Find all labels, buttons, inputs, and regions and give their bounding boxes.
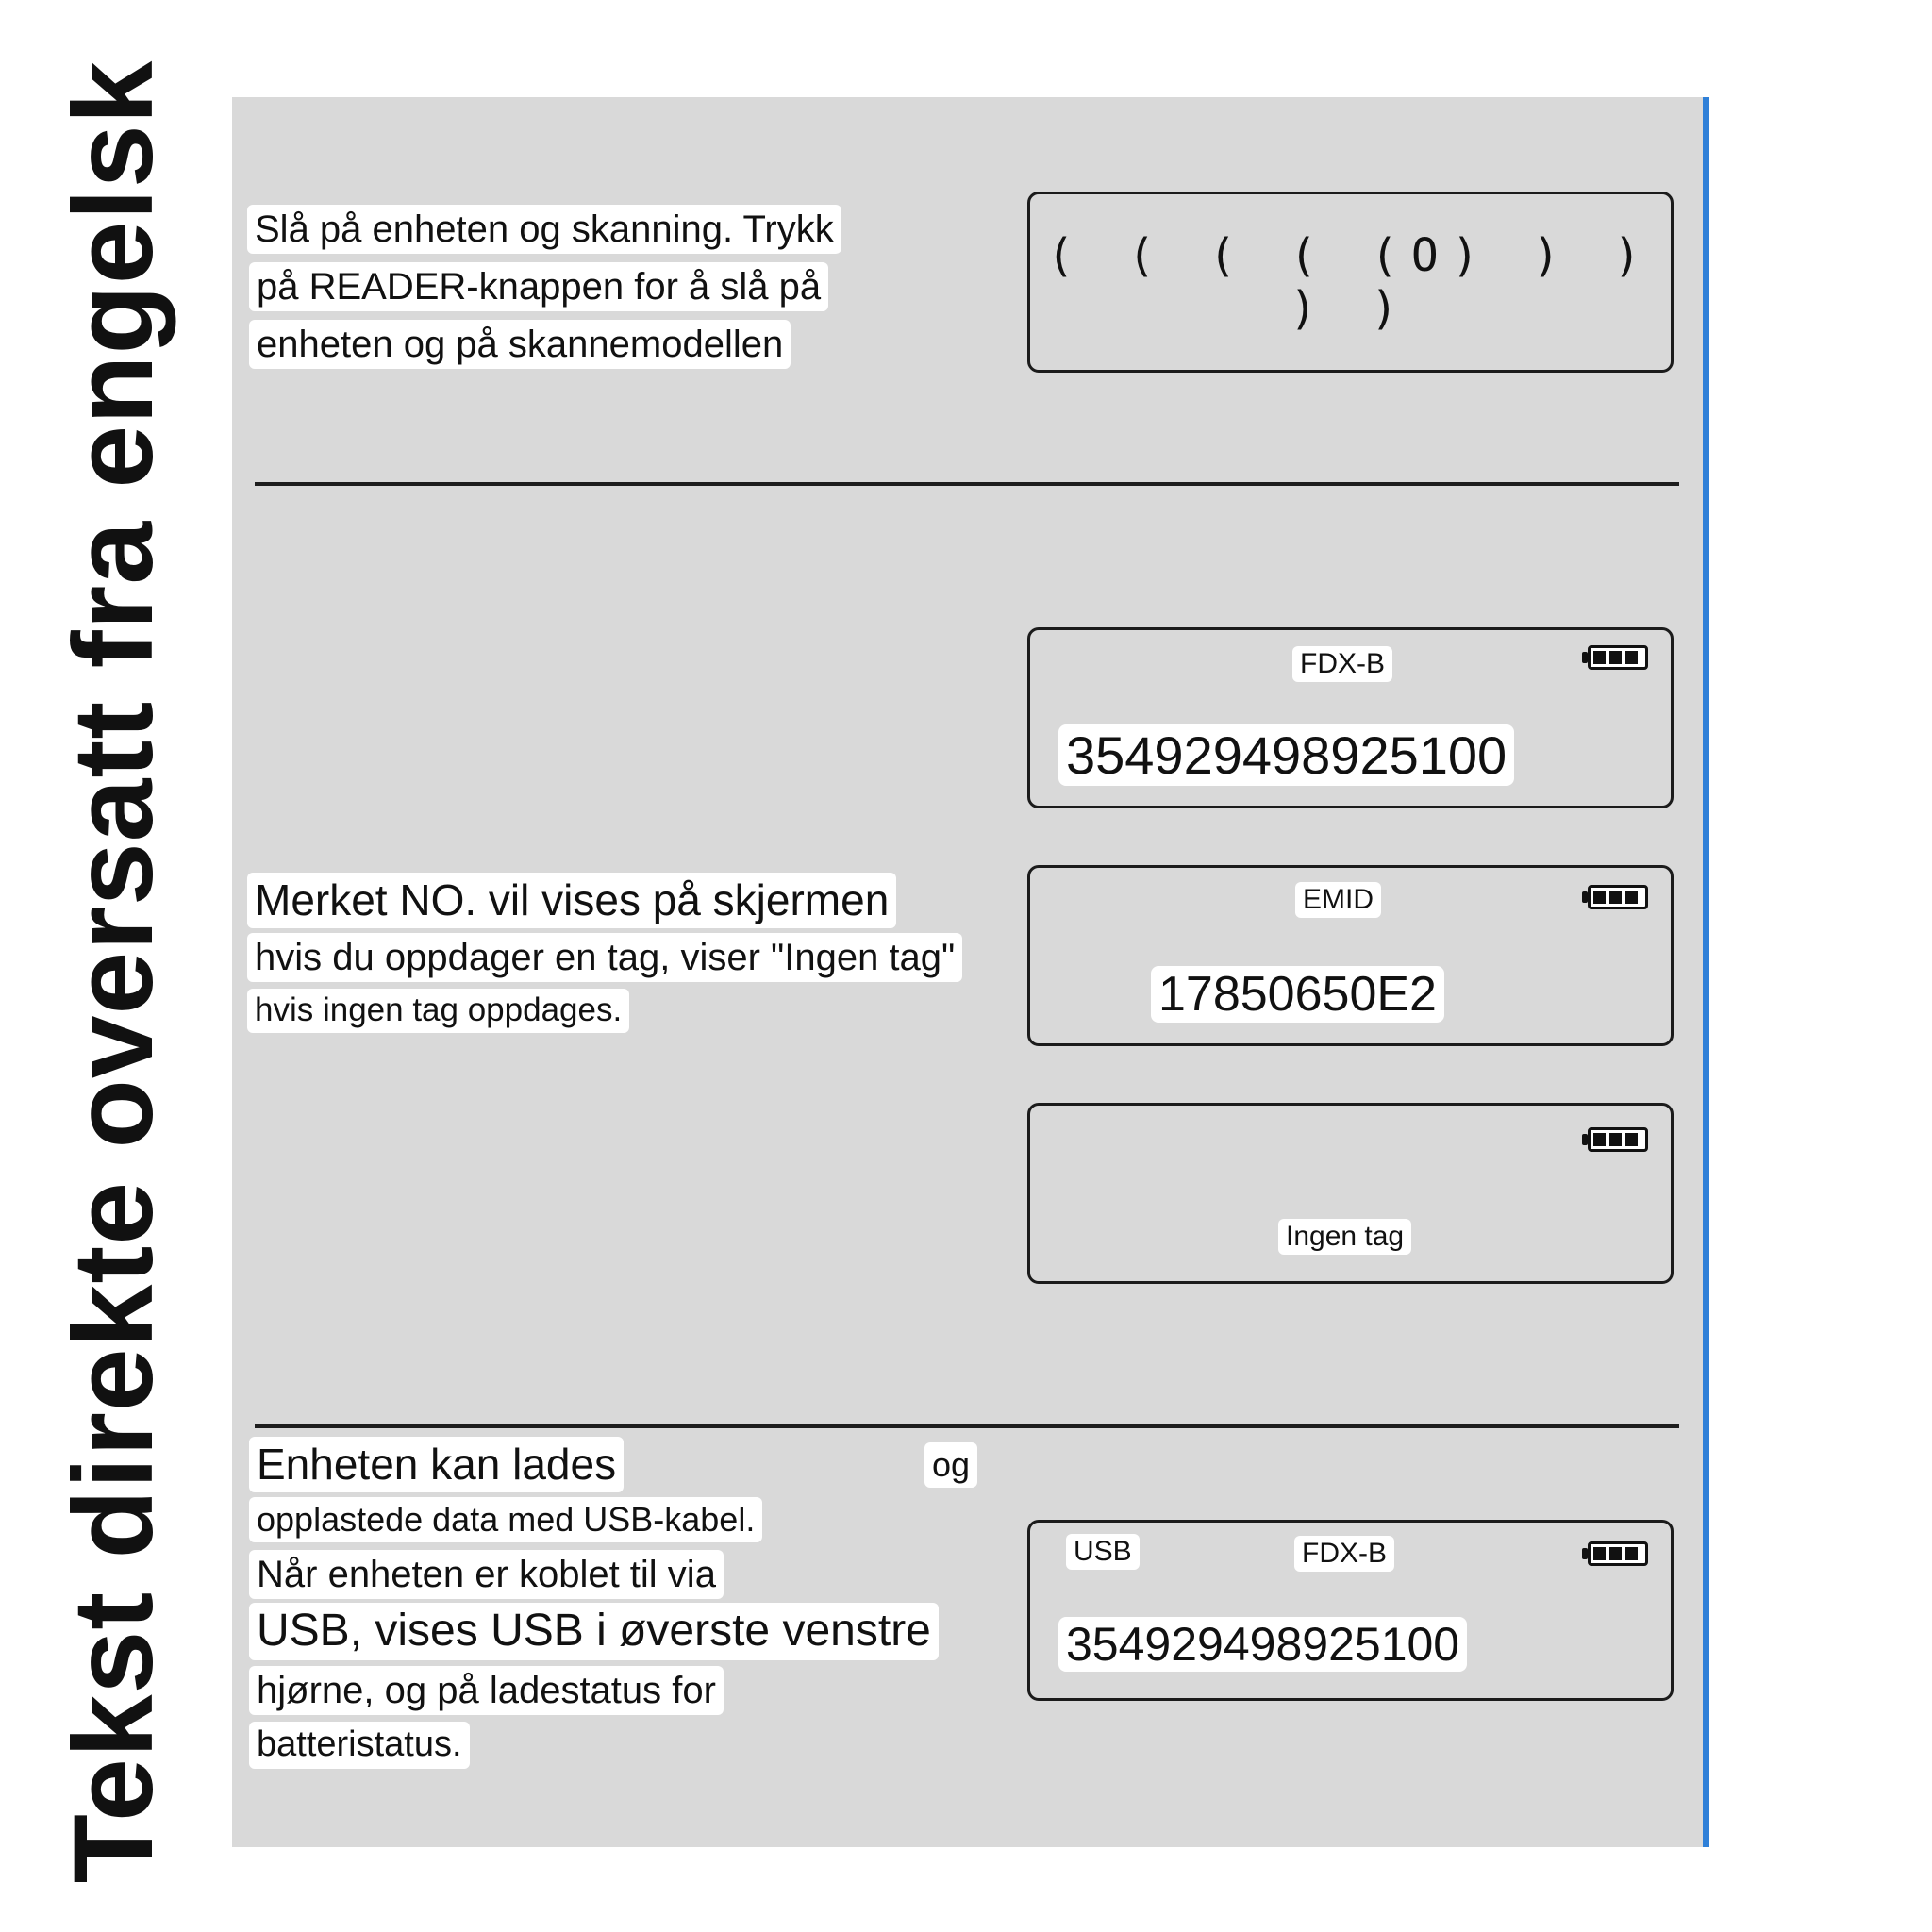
scan-signal-display: ( ( ( ( (O) ) ) ) ) [1046, 229, 1655, 335]
fdxb-screen [1027, 627, 1674, 808]
divider-1 [255, 482, 1679, 486]
emid-tag-number: 17850650E2 [1151, 966, 1444, 1023]
usb-screen [1027, 1520, 1674, 1701]
no-tag-status: Ingen tag [1278, 1219, 1411, 1255]
section2-line-2: hvis du oppdager en tag, viser "Ingen tag" [247, 933, 962, 982]
battery-icon [1582, 1127, 1648, 1152]
emid-screen [1027, 865, 1674, 1046]
section3-line-6: batteristatus. [249, 1722, 470, 1769]
section2-line-1: Merket NO. vil vises på skjermen [247, 873, 896, 928]
section3-line-4: USB, vises USB i øverste venstre [249, 1603, 939, 1660]
section1-line-1: Slå på enheten og skanning. Trykk [247, 205, 841, 254]
section2-line-3: hvis ingen tag oppdages. [247, 989, 629, 1033]
usb-indicator: USB [1066, 1534, 1140, 1570]
section3-line-3: Når enheten er koblet til via [249, 1550, 724, 1599]
divider-2 [255, 1424, 1679, 1428]
section1-line-2: på READER-knappen for å slå på [249, 262, 828, 311]
usb-tag-number: 354929498925100 [1058, 1617, 1467, 1672]
usb-protocol-label: FDX-B [1294, 1536, 1394, 1572]
fdxb-tag-number: 354929498925100 [1058, 724, 1514, 786]
section3-line-1: Enheten kan lades [249, 1437, 624, 1492]
battery-icon [1582, 645, 1648, 670]
section3-line-2: opplastede data med USB-kabel. [249, 1497, 762, 1542]
scan-screen [1027, 192, 1674, 373]
manual-page [232, 97, 1709, 1847]
section1-line-3: enheten og på skannemodellen [249, 320, 791, 369]
section3-line-5: hjørne, og på ladestatus for [249, 1666, 724, 1715]
section3-line-1-suffix: og [924, 1442, 977, 1488]
emid-protocol-label: EMID [1295, 882, 1381, 918]
battery-icon [1582, 1541, 1648, 1566]
fdxb-protocol-label: FDX-B [1292, 646, 1392, 682]
side-title: Tekst direkte oversatt fra engelsk [50, 59, 176, 1884]
no-tag-screen [1027, 1103, 1674, 1284]
battery-icon [1582, 885, 1648, 909]
